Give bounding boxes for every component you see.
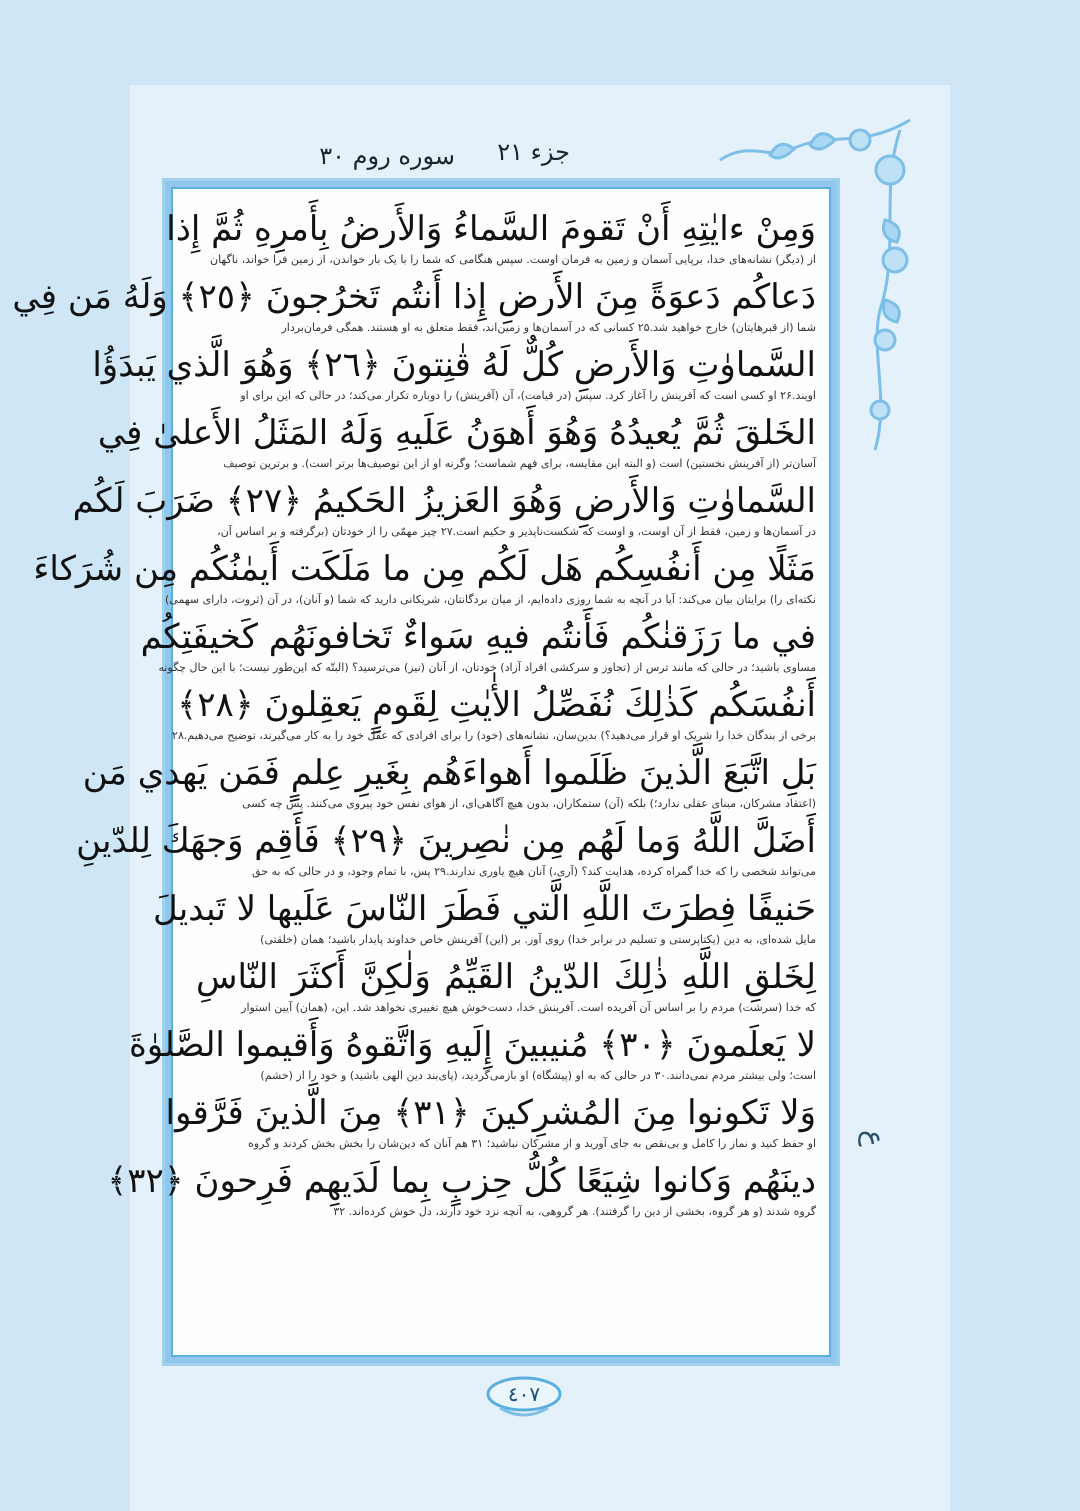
verse-line bbox=[128, 1021, 816, 1083]
arabic-line: وَلا تَكونوا مِنَ المُشرِكينَ ﴿٣١﴾ مِنَ الَّذينَ فَرَّقوا bbox=[165, 1093, 816, 1133]
arabic-line: بَلِ اتَّبَعَ الَّذينَ ظَلَموا أَهواءَهُم بِغَيرِ عِلمٍ فَمَن يَهدي مَن bbox=[82, 753, 816, 793]
verse-line bbox=[92, 341, 816, 403]
arabic-line: السَّماوٰتِ وَالأَرضِ كُلٌّ لَهُ قٰنِتونَ ﴿٢٦﴾ وَهُوَ الَّذي يَبدَؤُا bbox=[92, 345, 816, 385]
page-number-badge bbox=[480, 1374, 568, 1418]
arabic-line: الخَلقَ ثُمَّ يُعيدُهُ وَهُوَ أَهوَنُ عَلَيهِ وَلَهُ المَثَلُ الأَعلىٰ فِي bbox=[97, 413, 816, 453]
verse-line bbox=[97, 409, 816, 471]
verse-line bbox=[82, 749, 816, 811]
arabic-line: مَثَلًا مِن أَنفُسِكُم هَل لَكُم مِن ما مَلَكَت أَيمٰنُكُم مِن شُرَكاءَ bbox=[33, 549, 816, 589]
translation-line: از (دیگر) نشانه‌های خدا، برپایی آسمان و زمین به فرمان اوست. سپس هنگامی که شما را با یک بار خواندن، از زمین فرا خواند، ناگهان bbox=[209, 253, 816, 266]
verse-line bbox=[76, 817, 816, 879]
translation-line: است؛ ولی بیشتر مردم نمی‌دانند.۳۰ در حالی که به او (پیشگاه) او بازمی‌گردید، (پای‌بند دین الهی باشید) و خود را از (خشم) bbox=[260, 1069, 816, 1082]
arabic-line: لِخَلقِ اللَّهِ ذٰلِكَ الدّينُ القَيِّمُ وَلٰكِنَّ أَكثَرَ النّاسِ bbox=[196, 957, 816, 997]
verse-line bbox=[166, 205, 816, 267]
translation-line: شما (از قبرهایتان) خارج خواهید شد.۲۵ کسانی که در آسمان‌ها و زمین‌اند، فقط متعلق به او هستند. همگی فرمان‌بردار bbox=[281, 321, 816, 334]
verse-line bbox=[172, 681, 816, 743]
translation-line: مایل شده‌ای، به دین (یکتاپرستی و تسلیم در برابر خدا) روی آور. بر (این) آفرینش خاص خداوند پایدار باشید؛ همان (خلقتی) bbox=[260, 933, 816, 946]
verse-line bbox=[107, 1157, 816, 1219]
verse-line bbox=[33, 545, 816, 607]
arabic-line: السَّماوٰتِ وَالأَرضِ وَهُوَ العَزيزُ الحَكيمُ ﴿٢٧﴾ ضَرَبَ لَكُم bbox=[72, 481, 816, 521]
arabic-line: لا يَعلَمونَ ﴿٣٠﴾ مُنيبينَ إِلَيهِ وَاتَّقوهُ وَأَقيموا الصَّلوٰةَ bbox=[128, 1025, 816, 1065]
sura-label: سوره روم ۳۰ bbox=[319, 142, 455, 170]
verse-line bbox=[153, 885, 816, 947]
arabic-line: دَعاكُم دَعوَةً مِنَ الأَرضِ إِذا أَنتُم تَخرُجونَ ﴿٢٥﴾ وَلَهُ مَن فِي bbox=[12, 277, 816, 317]
translation-line: گروه شدند (و هر گروه، بخشی از دین را گرفتند). هر گروهی، به آنچه نزد خود دارند، دل خوش کرده‌اند. ۳۲ bbox=[333, 1205, 816, 1218]
verses-block bbox=[12, 205, 816, 1225]
arabic-line: في ما رَزَقنٰكُم فَأَنتُم فيهِ سَواءٌ تَخافونَهُم كَخيفَتِكُم bbox=[140, 617, 816, 657]
verse-line bbox=[140, 613, 816, 675]
arabic-line: أَضَلَّ اللَّهُ وَما لَهُم مِن نٰصِرينَ ﴿٢٩﴾ فَأَقِم وَجهَكَ لِلدّينِ bbox=[76, 821, 816, 861]
translation-line: اویند.۲۶ او کسی است که آفرینش را آغاز کرد. سپس (در قیامت)، آن (آفرینش) را دوباره تکرار می‌کند؛ در حالی که این برای او bbox=[240, 389, 816, 402]
translation-line: که خدا (سرشت) مردم را بر اساس آن آفریده است. آفرینش خدا، دست‌خوش هیچ تغییری نخواهد شد. این، (همان) آیین استوار bbox=[241, 1001, 816, 1014]
verse-line bbox=[196, 953, 816, 1015]
arabic-line: دينَهُم وَكانوا شِيَعًا كُلُّ حِزبٍ بِما لَدَيهِم فَرِحونَ ﴿٣٢﴾ bbox=[107, 1161, 816, 1201]
translation-line: (اعتقاد مشرکان، مبنای عقلی ندارد؛) بلکه (آن) ستمکاران، بدون هیچ آگاهی‌ای، از هوای نفس خود پیروی می‌کنند. پس چه کسی bbox=[242, 797, 816, 810]
translation-line: می‌تواند شخصی را که خدا گمراه کرده، هدایت کند؟ (آری،) آنان هیچ یاوری ندارند.۲۹ پس، با تمام وجود، و در حالی که به حق bbox=[252, 865, 816, 878]
translation-line: نکته‌ای را) برایتان بیان می‌کند: آیا در آنچه به شما روزی داده‌ایم، از میان بردگانتان، شریکانی دارید که شما (و آنان)، در آن (ثروت، دارای سهمی) bbox=[164, 593, 816, 606]
translation-line: آسان‌تر (از آفرینش نخستین) است (و البته این مقایسه، برای فهم شماست؛ وگرنه او از این توصیف‌ها برتر است). و برترین توصیف bbox=[223, 457, 816, 470]
page-number: ٤٠٧ bbox=[507, 1382, 541, 1406]
translation-line: برخی از بندگان خدا را شریک او قرار می‌دهید؟) بدین‌سان، نشانه‌های (خود) را برای افرادی که عقل خود را به کار می‌گیرند، توضیح می‌دهیم.۲۸ bbox=[172, 729, 816, 742]
translation-line: در آسمان‌ها و زمین، فقط از آن اوست، و اوست که شکست‌ناپذیر و حکیم است.۲۷ چیز مهمّی را از خودتان (برگرفته و بر اساس آن، bbox=[217, 525, 816, 538]
arabic-line: وَمِنْ ءايٰتِهِ أَنْ تَقومَ السَّماءُ وَالأَرضُ بِأَمرِهِ ثُمَّ إِذا bbox=[166, 209, 816, 249]
verse-line bbox=[72, 477, 816, 539]
sajda-side-label: ع bbox=[858, 1130, 891, 1147]
verse-line bbox=[165, 1089, 816, 1151]
juz-label: جزء ۲۱ bbox=[497, 138, 570, 166]
translation-line: مساوی باشید؛ در حالی که مانند ترس از (تجاوز و سرکشی افراد آزاد) خودتان، از آنان (نیز) می‌ترسید؟ (البتّه که این‌طور نیست؛ با این حال چگونه bbox=[158, 661, 816, 674]
arabic-line: حَنيفًا فِطرَتَ اللَّهِ الَّتي فَطَرَ النّاسَ عَلَيها لا تَبديلَ bbox=[153, 889, 816, 929]
verse-line bbox=[12, 273, 816, 335]
page-header bbox=[300, 138, 600, 178]
translation-line: او حفظ کنید و نماز را کامل و بی‌نقص به جای آورید و از مشرکان نباشید؛ ۳۱ هم آنان که دین‌شان را بخش بخش کردند و گروه bbox=[248, 1137, 816, 1150]
arabic-line: أَنفُسَكُم كَذٰلِكَ نُفَصِّلُ الأٰيٰتِ لِقَومٍ يَعقِلونَ ﴿٢٨﴾ bbox=[177, 685, 816, 725]
